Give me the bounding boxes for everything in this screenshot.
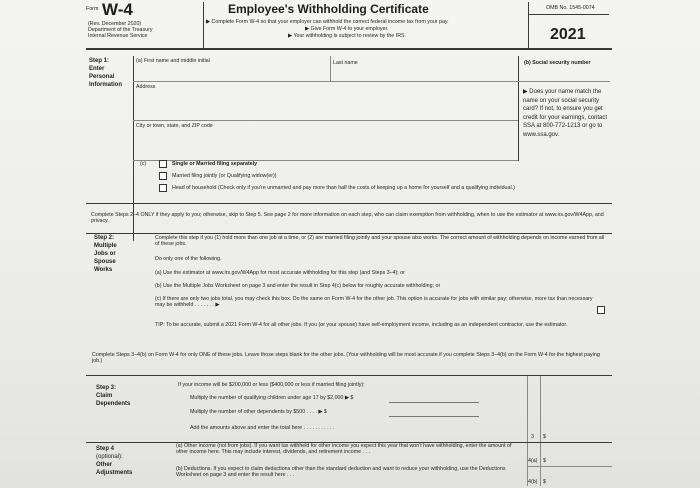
step3-title-line1: Claim	[96, 393, 113, 399]
qualifying-children-input[interactable]	[389, 393, 479, 403]
name-match-note: ▶ Does your name match the name on your social security card? If not, to ensure you get credit for your earnings, contact SSA at 800-772-1213 or go to www.ssa.gov.	[523, 89, 608, 138]
step2-do-one: Do only one of the following.	[155, 256, 222, 262]
deductions-text: (b) Deductions. If you expect to claim deductions other than the standard deduction and want to reduce your withholding, use the Deductions Worksheet on page 3 and enter the result here . . .	[176, 466, 506, 479]
step1-title-line3: Information	[89, 82, 122, 88]
header-instruction-2: ▶ Give Form W-4 to your employer.	[305, 26, 389, 32]
other-income-text: (a) Other income (not from jobs). If you want tax withheld for other income you expect this year that won't have withholding, enter the amount of other income here. This may include interest, dividends, and retirement income . . .	[176, 443, 512, 456]
step2-option-a: (a) Use the estimator at www.irs.gov/W4App for most accurate withholding for this step (and Steps 3–4); or	[155, 270, 405, 276]
other-income-input[interactable]	[550, 456, 608, 465]
ssn-left-border	[518, 56, 519, 161]
city-input[interactable]	[136, 131, 514, 153]
step2-tip: TIP: To be accurate, submit a 2021 Form W-4 for all other jobs. If you (or your spouse) have self-employment income, including as an independent contractor, use the estimator.	[155, 322, 568, 328]
revision-date: (Rev. December 2020)	[88, 21, 142, 27]
address-input[interactable]	[136, 92, 514, 114]
irs-name: Internal Revenue Service	[88, 33, 148, 39]
step1-title-line1: Enter	[89, 66, 105, 72]
step2-title-line1: Multiple	[94, 243, 117, 249]
complete-steps-note-2: Complete Steps 3–4(b) on Form W-4 for only ONE of these jobs. Leave those steps blank for the other jobs. (Your withholding will be most accurate if you complete Steps 3–4(b) on the Form W-4 for the highest paying job.)	[92, 352, 600, 365]
header-divider-left	[203, 2, 204, 48]
form-name: W-4	[102, 0, 133, 19]
other-income-dollar-sign: $	[543, 458, 546, 464]
ssn-input[interactable]	[522, 68, 610, 80]
city-label: City or town, state, and ZIP code	[136, 123, 213, 129]
qualifying-children-line: Multiply the number of qualifying children under age 17 by $2,000 ▶ $	[190, 395, 354, 401]
last-name-input[interactable]	[333, 66, 513, 80]
head-of-household-option-label: Head of household (Check only if you're unmarried and pay more than half the costs of keeping up a home for yourself and a qualifying individual.)	[172, 185, 515, 191]
step3-intro: If your income will be $200,000 or less ($400,000 or less if married filing jointly):	[178, 382, 365, 388]
single-checkbox[interactable]	[159, 160, 167, 168]
step2-intro: Complete this step if you (1) hold more than one job at a time, or (2) are married filing jointly and your spouse also works. The correct amount of withholding depends on income earned from all of these jobs.	[155, 235, 605, 248]
dependents-total-line: Add the amounts above and enter the total here . . . . . . . . . . .	[190, 425, 335, 431]
other-dependents-input[interactable]	[389, 407, 479, 417]
step3-top-rule	[86, 375, 612, 376]
step4-label: Step 4	[96, 446, 115, 452]
other-income-line-number: 4(a)	[528, 458, 538, 464]
deductions-line-number: 4(b)	[528, 479, 538, 485]
married-jointly-checkbox[interactable]	[159, 172, 167, 180]
first-name-input[interactable]	[136, 66, 326, 80]
step2-option-c: (c) If there are only two jobs total, you may check this box. Do the same on Form W-4 for the other job. This option is accurate for jobs with similar pay; otherwise, more tax than necessary may be withheld . . . . . . . ▶	[155, 296, 593, 309]
married-jointly-option-label: Married filing jointly (or Qualifying widow(er))	[172, 173, 277, 179]
omb-divider	[529, 14, 609, 15]
line-number-column-right	[540, 376, 541, 486]
step4-line-divider	[527, 466, 612, 467]
header-instruction-1: ▶ Complete Form W-4 so that your employer can withhold the correct federal income tax from your pay.	[206, 19, 449, 25]
step4-title-line1: (optional):	[96, 454, 123, 460]
department-name: Department of the Treasury	[88, 27, 153, 33]
step2-title-line2: Jobs or	[94, 251, 116, 257]
step1-title-line2: Personal	[89, 74, 115, 80]
header-divider-right	[528, 2, 529, 48]
deductions-input[interactable]	[550, 477, 608, 486]
step4-title-line3: Adjustments	[96, 470, 133, 476]
dependents-total-input[interactable]	[550, 432, 608, 441]
name-field-divider	[330, 56, 331, 81]
step1-bottom-rule	[86, 203, 612, 204]
step4-title-line2: Other	[96, 462, 113, 468]
step2-top-rule	[86, 233, 612, 234]
deductions-dollar-sign: $	[543, 479, 546, 485]
step1-row-divider-1	[133, 81, 610, 82]
header-bottom-rule	[86, 48, 612, 50]
two-jobs-checkbox[interactable]	[597, 306, 605, 314]
ssn-label: (b) Social security number	[524, 60, 591, 66]
other-dependents-line: Multiply the number of other dependents by $500 . . . . ▶ $	[190, 409, 327, 415]
step2-option-b: (b) Use the Multiple Jobs Worksheet on page 3 and enter the result in Step 4(c) below for roughly accurate withholding; or	[155, 283, 441, 289]
line-number-column-left	[527, 376, 528, 486]
form-prefix: Form	[86, 6, 99, 12]
filing-status-label: (c)	[140, 161, 147, 167]
single-option-label: Single or Married filing separately	[172, 161, 258, 167]
head-of-household-checkbox[interactable]	[159, 184, 167, 192]
step1-row-divider-2	[133, 120, 518, 121]
step2-label: Step 2:	[94, 235, 115, 241]
step2-title-line4: Works	[94, 267, 113, 273]
omb-number: OMB No. 1545-0074	[546, 5, 595, 11]
tax-year: 2021	[550, 26, 586, 43]
header-instruction-3: ▶ Your withholding is subject to review by the IRS.	[288, 33, 407, 39]
address-label: Address	[136, 84, 156, 90]
step1-label: Step 1:	[89, 58, 110, 64]
first-name-label: (a) First name and middle initial	[136, 58, 210, 64]
step3-line-number: 3	[531, 434, 534, 440]
step2-title-line3: Spouse	[94, 259, 116, 265]
step3-dollar-sign: $	[543, 434, 546, 440]
complete-steps-note: Complete Steps 2–4 ONLY if they apply to you; otherwise, skip to Step 5. See page 2 for more information on each step, who can claim exemption from withholding, when to use the estimator at www.irs.gov/W4App, and privacy.	[91, 212, 604, 225]
step3-label: Step 3:	[96, 385, 117, 391]
last-name-label: Last name	[333, 60, 358, 66]
form-title: Employee's Withholding Certificate	[228, 2, 429, 16]
step3-title-line2: Dependents	[96, 401, 131, 407]
